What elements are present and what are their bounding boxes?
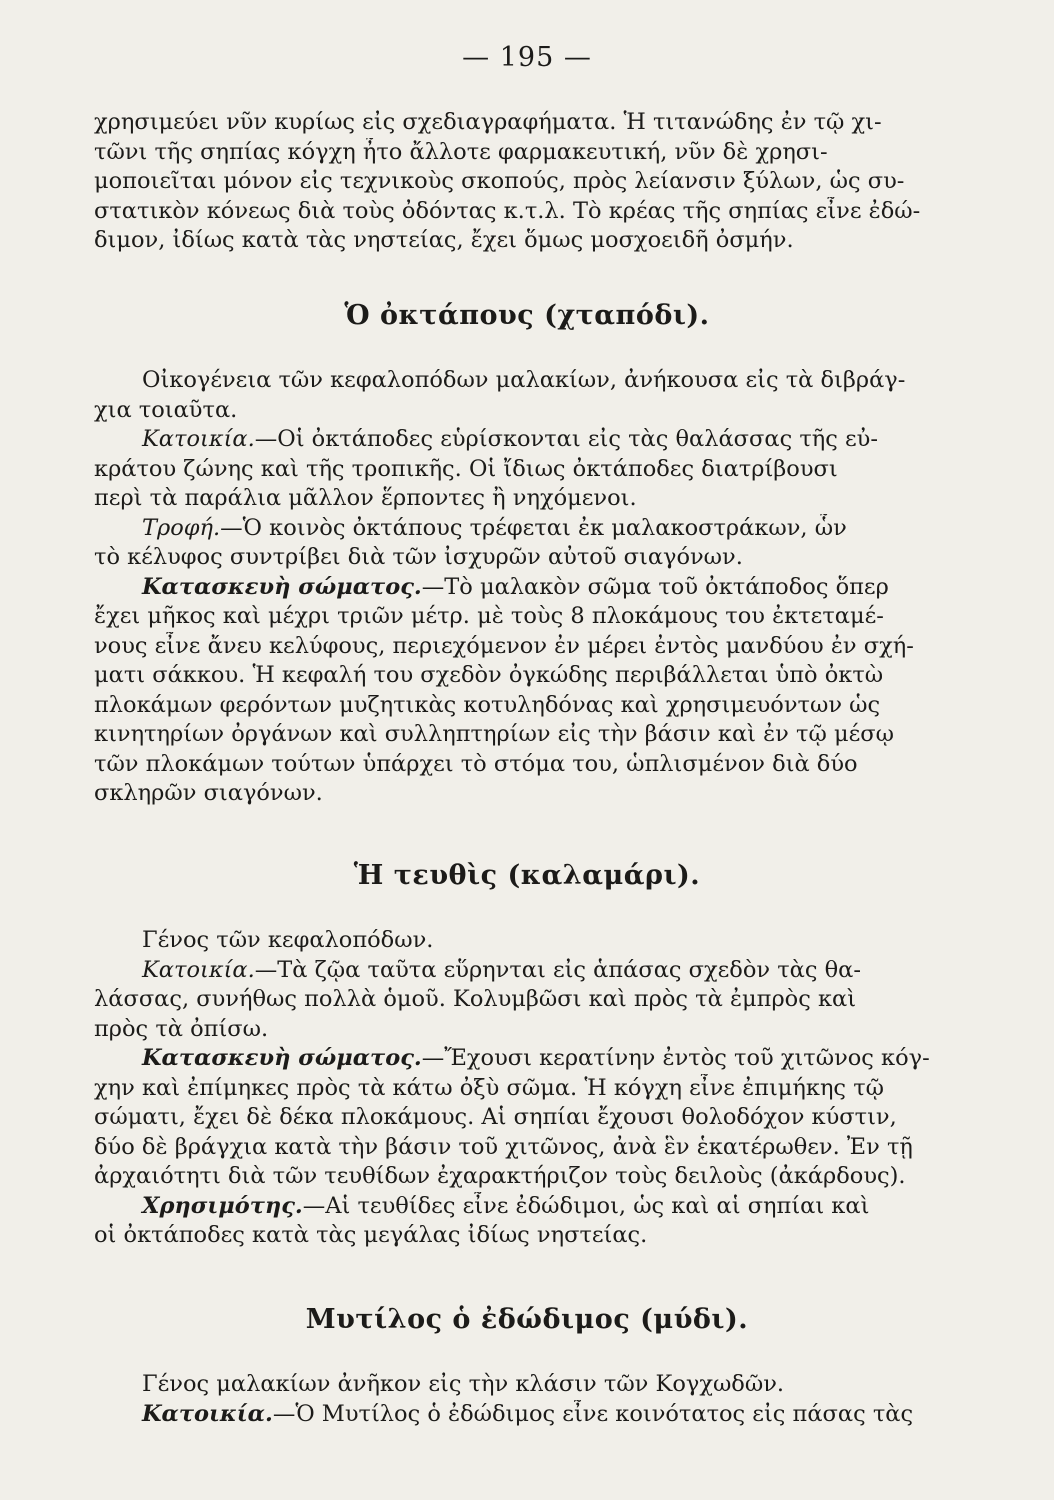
section-heading-squid: Ἡ τευθὶς (καλαμάρι).: [353, 860, 701, 891]
text-line: χην καὶ ἐπίμηκες πρὸς τὰ κάτω ὀξὺ σῶμα. Ἡ κόγχη εἶνε ἐπιμήκης τῷ: [94, 1074, 884, 1101]
text-line: Γένος τῶν κεφαλοπόδων.: [142, 927, 434, 953]
food-text: —Ὁ κοινὸς ὀκτάπους τρέφεται ἐκ μαλακοστράκων, ὧν: [220, 514, 847, 541]
text-line: νους εἶνε ἄνευ κελύφους, περιεχόμενον ἐν μέρει ἐντὸς μανδύου ἐν σχή-: [94, 632, 914, 659]
body-structure-line: [94, 573, 960, 603]
text-line: ἀρχαιότητι διὰ τῶν τευθίδων ἐχαρακτήριζον τοὺς δειλοὺς (ἀκάρδους).: [94, 1163, 906, 1189]
text-line: οἱ ὀκτάποδες κατὰ τὰς μεγάλας ἰδίως νηστείας.: [94, 1222, 648, 1248]
food-line: [94, 514, 960, 544]
body-structure-label: Κατασκευὴ σώματος.: [142, 1045, 422, 1071]
page-number: — 195 —: [462, 42, 592, 73]
text-line: τῶν πλοκάμων τούτων ὑπάρχει τὸ στόμα του, ὡπλισμένον διὰ δύο: [94, 750, 858, 777]
habitat-text: —Τὰ ζῷα ταῦτα εὕρηνται εἰς ἁπάσας σχεδὸν τὰς θα-: [254, 956, 861, 983]
intro-paragraph: [94, 108, 960, 256]
body-structure-label: Κατασκευὴ σώματος.: [142, 573, 422, 600]
text-line: σκληρῶν σιαγόνων.: [94, 780, 323, 806]
habitat-text: —Οἱ ὀκτάποδες εὑρίσκονται εἰς τὰς θαλάσσας τῆς εὐ-: [254, 426, 878, 452]
habitat-label: Κατοικία.: [142, 1400, 273, 1427]
text-line: στατικὸν κόνεως διὰ τοὺς ὀδόντας κ.τ.λ. Τὸ κρέας τῆς σηπίας εἶνε ἐδώ-: [94, 197, 921, 224]
text-line: περὶ τὰ παράλια μᾶλλον ἕρποντες ἢ νηχόμενοι.: [94, 485, 637, 511]
text-line: τῶνι τῆς σηπίας κόγχη ἦτο ἄλλοτε φαρμακευτική, νῦν δὲ χρησι-: [94, 138, 828, 165]
text-line: πρὸς τὰ ὀπίσω.: [94, 1015, 269, 1042]
habitat-label: Κατοικία.: [142, 956, 255, 983]
text-line: τὸ κέλυφος συντρίβει διὰ τῶν ἰσχυρῶν αὐτοῦ σιαγόνων.: [94, 544, 743, 570]
habitat-line: [94, 1400, 960, 1430]
text-line: Οἰκογένεια τῶν κεφαλοπόδων μαλακίων, ἀνήκουσα εἰς τὰ διβράγ-: [142, 367, 906, 393]
section-heading-mussel: Μυτίλος ὁ ἐδώδιμος (μύδι).: [305, 1304, 749, 1335]
text-line: πλοκάμων φερόντων μυζητικὰς κοτυληδόνας καὶ χρησιμευόντων ὡς: [94, 691, 881, 718]
text-line: κινητηρίων ὀργάνων καὶ συλληπτηρίων εἰς τὴν βάσιν καὶ ἐν τῷ μέσῳ: [94, 721, 894, 747]
usefulness-line: [94, 1192, 960, 1222]
text-line: χρησιμεύει νῦν κυρίως εἰς σχεδιαγραφήματα. Ἡ τιτανώδης ἐν τῷ χι-: [94, 109, 882, 135]
section-mussel-body: [94, 1370, 960, 1429]
habitat-text: —Ὁ Μυτίλος ὁ ἐδώδιμος εἶνε κοινότατος εἰς πάσας τὰς: [272, 1400, 914, 1427]
body-structure-line: [94, 1044, 960, 1074]
text-line: χια τοιαῦτα.: [94, 396, 238, 423]
text-line: Γένος μαλακίων ἀνῆκον εἰς τὴν κλάσιν τῶν Κογχωδῶν.: [142, 1371, 785, 1397]
text-line: διμον, ἰδίως κατὰ τὰς νηστείας, ἔχει ὅμως μοσχοειδῆ ὀσμήν.: [94, 227, 794, 253]
usefulness-label: Χρησιμότης.: [142, 1192, 303, 1219]
habitat-line: [94, 956, 960, 986]
text-line: ματι σάκκου. Ἡ κεφαλή του σχεδὸν ὀγκώδης περιβάλλεται ὑπὸ ὀκτὼ: [94, 662, 884, 688]
body-structure-text: —Ἔχουσι κερατίνην ἐντὸς τοῦ χιτῶνος κόγ-: [421, 1045, 930, 1071]
section-octopus-body: [94, 366, 960, 809]
text-line: μοποιεῖται μόνον εἰς τεχνικοὺς σκοπούς, πρὸς λείανσιν ξύλων, ὡς συ-: [94, 168, 905, 194]
body-structure-text: —Τὸ μαλακὸν σῶμα τοῦ ὀκτάποδος ὅπερ: [421, 573, 889, 600]
section-heading-octopus: Ὁ ὀκτάπους (χταπόδι).: [344, 300, 710, 331]
usefulness-text: —Αἱ τευθίδες εἶνε ἐδώδιμοι, ὡς καὶ αἱ σηπίαι καὶ: [302, 1192, 870, 1219]
section-squid-body: [94, 926, 960, 1251]
text-line: σώματι, ἔχει δὲ δέκα πλοκάμους. Αἱ σηπίαι ἔχουσι θολοδόχον κύστιν,: [94, 1104, 897, 1130]
text-line: λάσσας, συνήθως πολλὰ ὁμοῦ. Κολυμβῶσι καὶ πρὸς τὰ ἐμπρὸς καὶ: [94, 986, 857, 1012]
text-line: δύο δὲ βράγχια κατὰ τὴν βάσιν τοῦ χιτῶνος, ἀνὰ ἓν ἑκατέρωθεν. Ἐν τῇ: [94, 1133, 913, 1160]
habitat-line: [94, 425, 960, 455]
text-line: κράτου ζώνης καὶ τῆς τροπικῆς. Οἱ ἴδιως ὀκτάποδες διατρίβουσι: [94, 455, 838, 482]
text-line: ἔχει μῆκος καὶ μέχρι τριῶν μέτρ. μὲ τοὺς 8 πλοκάμους του ἐκτεταμέ-: [94, 603, 884, 629]
habitat-label: Κατοικία.: [142, 426, 255, 452]
food-label: Τροφή.: [142, 514, 221, 541]
